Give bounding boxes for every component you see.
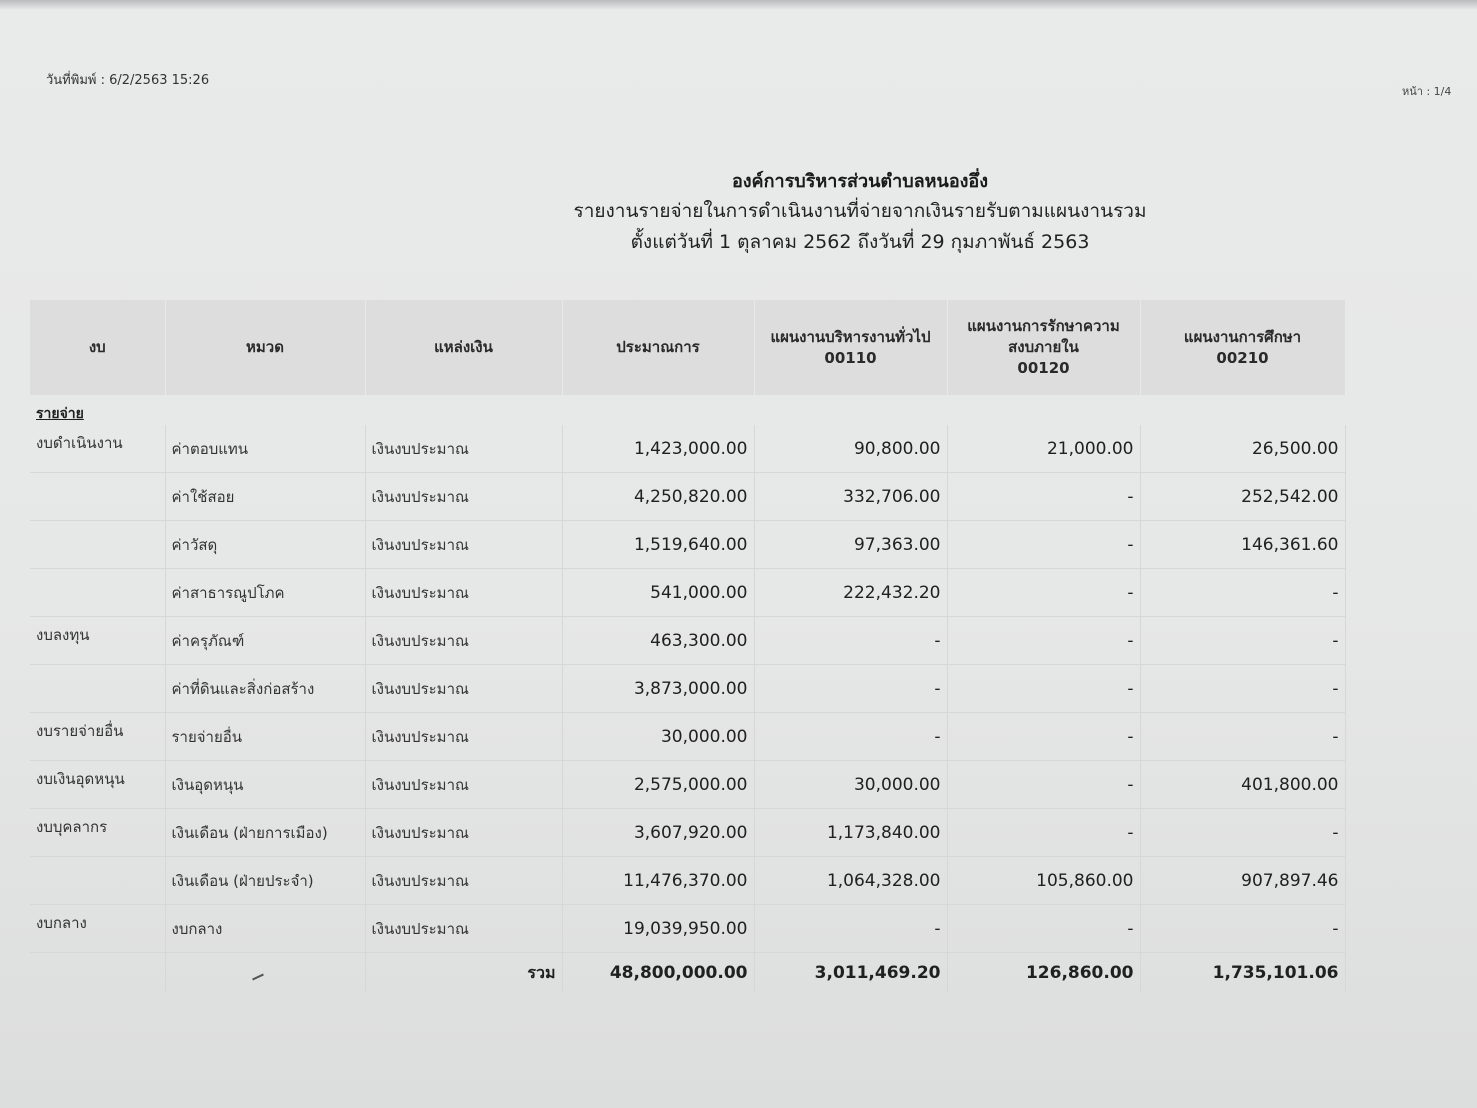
category-cell: ค่าใช้สอย: [165, 473, 365, 521]
report-title: รายงานรายจ่ายในการดำเนินงานที่จ่ายจากเงินรายรับตามแผนงานรวม: [573, 200, 1147, 222]
estimate-cell: 30,000.00: [562, 713, 754, 761]
source-cell: เงินงบประมาณ: [365, 809, 562, 857]
category-cell: งบกลาง: [165, 905, 365, 953]
table-header-row: [30, 300, 1345, 395]
total-education-plan: 1,735,101.06: [1140, 953, 1345, 994]
category-cell: ค่าตอบแทน: [165, 425, 365, 473]
budget-cell: งบบุคลากร: [30, 809, 165, 857]
source-cell: เงินงบประมาณ: [365, 857, 562, 905]
print-date: วันที่พิมพ์ : 6/2/2563 15:26: [46, 73, 210, 88]
total-row: [30, 953, 1345, 994]
general-plan-cell: -: [754, 905, 947, 953]
report-period: ตั้งแต่วันที่ 1 ตุลาคม 2562 ถึงวันที่ 29 กุมภาพันธ์ 2563: [630, 231, 1090, 253]
total-security-plan: 126,860.00: [947, 953, 1140, 994]
budget-cell: งบรายจ่ายอื่น: [30, 713, 165, 761]
header-category: หมวด: [165, 300, 365, 395]
total-spacer: [165, 953, 365, 994]
table-row: [30, 905, 1345, 953]
budget-cell: งบกลาง: [30, 905, 165, 953]
general-plan-cell: -: [754, 713, 947, 761]
category-cell: เงินเดือน (ฝ่ายประจำ): [165, 857, 365, 905]
table-row: [30, 425, 1345, 473]
security-plan-cell: -: [947, 569, 1140, 617]
page-number: หน้า : 1/4: [1402, 85, 1452, 98]
section-row: [30, 395, 1345, 425]
budget-cell: [30, 857, 165, 905]
estimate-cell: 3,607,920.00: [562, 809, 754, 857]
security-plan-cell: -: [947, 473, 1140, 521]
general-plan-cell: 222,432.20: [754, 569, 947, 617]
security-plan-cell: -: [947, 521, 1140, 569]
education-plan-cell: -: [1140, 617, 1345, 665]
education-plan-cell: -: [1140, 905, 1345, 953]
table-row: [30, 521, 1345, 569]
estimate-cell: 541,000.00: [562, 569, 754, 617]
budget-cell: [30, 473, 165, 521]
education-plan-cell: 401,800.00: [1140, 761, 1345, 809]
header-plan-security-name-2: สงบภายใน: [1008, 338, 1079, 356]
pen-mark: [252, 974, 264, 981]
education-plan-cell: 26,500.00: [1140, 425, 1345, 473]
source-cell: เงินงบประมาณ: [365, 905, 562, 953]
budget-cell: งบลงทุน: [30, 617, 165, 665]
budget-cell: งบดำเนินงาน: [30, 425, 165, 473]
source-cell: เงินงบประมาณ: [365, 569, 562, 617]
education-plan-cell: -: [1140, 665, 1345, 713]
education-plan-cell: 146,361.60: [1140, 521, 1345, 569]
table-row: [30, 761, 1345, 809]
security-plan-cell: -: [947, 617, 1140, 665]
budget-cell: [30, 569, 165, 617]
table-row: [30, 713, 1345, 761]
source-cell: เงินงบประมาณ: [365, 473, 562, 521]
header-source: แหล่งเงิน: [365, 300, 562, 395]
total-general-plan: 3,011,469.20: [754, 953, 947, 994]
security-plan-cell: -: [947, 665, 1140, 713]
estimate-cell: 4,250,820.00: [562, 473, 754, 521]
organization-title: องค์การบริหารส่วนตำบลหนองอึ่ง: [731, 171, 989, 192]
estimate-cell: 2,575,000.00: [562, 761, 754, 809]
estimate-cell: 1,519,640.00: [562, 521, 754, 569]
category-cell: ค่าวัสดุ: [165, 521, 365, 569]
total-spacer: [30, 953, 165, 994]
category-cell: ค่าครุภัณฑ์: [165, 617, 365, 665]
table-row: [30, 473, 1345, 521]
general-plan-cell: 90,800.00: [754, 425, 947, 473]
security-plan-cell: -: [947, 905, 1140, 953]
page-edge-shadow: [0, 0, 1477, 10]
budget-cell: งบเงินอุดหนุน: [30, 761, 165, 809]
general-plan-cell: 332,706.00: [754, 473, 947, 521]
header-plan-education-code: 00210: [1216, 348, 1269, 367]
header-estimate: ประมาณการ: [562, 300, 754, 395]
report-titles: [360, 168, 1360, 258]
category-cell: เงินเดือน (ฝ่ายการเมือง): [165, 809, 365, 857]
general-plan-cell: -: [754, 617, 947, 665]
education-plan-cell: -: [1140, 809, 1345, 857]
category-cell: เงินอุดหนุน: [165, 761, 365, 809]
source-cell: เงินงบประมาณ: [365, 425, 562, 473]
table-row: [30, 857, 1345, 905]
header-plan-general-code: 00110: [824, 348, 877, 367]
education-plan-cell: 252,542.00: [1140, 473, 1345, 521]
header-plan-security-code: 00120: [1017, 359, 1070, 377]
header-budget: งบ: [30, 300, 165, 395]
security-plan-cell: 105,860.00: [947, 857, 1140, 905]
general-plan-cell: -: [754, 665, 947, 713]
education-plan-cell: -: [1140, 569, 1345, 617]
table-row: [30, 569, 1345, 617]
education-plan-cell: -: [1140, 713, 1345, 761]
total-label: รวม: [365, 953, 562, 994]
budget-cell: [30, 665, 165, 713]
table-row: [30, 617, 1345, 665]
category-cell: ค่าสาธารณูปโภค: [165, 569, 365, 617]
header-plan-security: [947, 300, 1140, 395]
security-plan-cell: -: [947, 761, 1140, 809]
education-plan-cell: 907,897.46: [1140, 857, 1345, 905]
category-cell: รายจ่ายอื่น: [165, 713, 365, 761]
header-plan-general: [754, 300, 947, 395]
header-plan-general-name: แผนงานบริหารงานทั่วไป: [770, 327, 931, 346]
estimate-cell: 463,300.00: [562, 617, 754, 665]
header-plan-education: [1140, 300, 1345, 395]
expense-table: [30, 300, 1346, 993]
source-cell: เงินงบประมาณ: [365, 761, 562, 809]
section-label: รายจ่าย: [36, 406, 84, 422]
table-row: [30, 809, 1345, 857]
header-plan-education-name: แผนงานการศึกษา: [1183, 327, 1302, 346]
general-plan-cell: 97,363.00: [754, 521, 947, 569]
security-plan-cell: -: [947, 713, 1140, 761]
general-plan-cell: 1,173,840.00: [754, 809, 947, 857]
budget-cell: [30, 521, 165, 569]
estimate-cell: 3,873,000.00: [562, 665, 754, 713]
category-cell: ค่าที่ดินและสิ่งก่อสร้าง: [165, 665, 365, 713]
source-cell: เงินงบประมาณ: [365, 713, 562, 761]
estimate-cell: 11,476,370.00: [562, 857, 754, 905]
security-plan-cell: 21,000.00: [947, 425, 1140, 473]
security-plan-cell: -: [947, 809, 1140, 857]
header-plan-security-name-1: แผนงานการรักษาความ: [967, 317, 1120, 335]
estimate-cell: 1,423,000.00: [562, 425, 754, 473]
total-estimate: 48,800,000.00: [562, 953, 754, 994]
estimate-cell: 19,039,950.00: [562, 905, 754, 953]
source-cell: เงินงบประมาณ: [365, 665, 562, 713]
source-cell: เงินงบประมาณ: [365, 521, 562, 569]
source-cell: เงินงบประมาณ: [365, 617, 562, 665]
table-row: [30, 665, 1345, 713]
general-plan-cell: 30,000.00: [754, 761, 947, 809]
general-plan-cell: 1,064,328.00: [754, 857, 947, 905]
